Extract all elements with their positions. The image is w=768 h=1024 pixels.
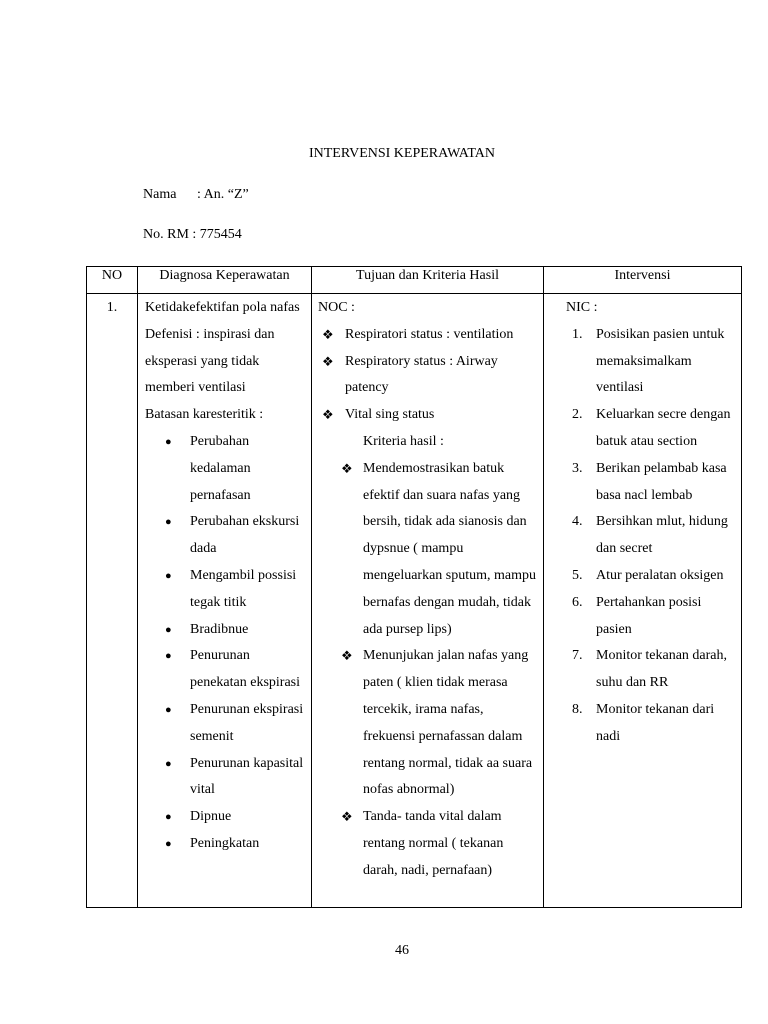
cell-no xyxy=(87,294,138,908)
patient-name-line xyxy=(143,187,249,203)
row-number: 1. xyxy=(106,300,118,315)
diamond-bullet-icon: ❖ xyxy=(322,326,334,342)
list-item: ❖ Mendemostrasikan batuk efektif dan suara nafas yang bersih, tidak ada sianosis dan dypsnue ( mampu mengeluarkan sputum, mampu bernafas dengan mudah, tidak ada pursep lips) xyxy=(318,456,539,644)
noc-label: NOC : xyxy=(318,300,355,315)
list-item: ● Penurunan kapasital vital xyxy=(145,751,309,805)
list-item: 5. Atur peralatan oksigen xyxy=(572,567,724,583)
bullet-icon: ● xyxy=(165,837,172,850)
table-row xyxy=(87,294,742,908)
patient-rm-line: No. RM : 775454 xyxy=(143,227,242,242)
list-item: 6. Pertahankan posisi pasien xyxy=(572,594,702,637)
list-item: ● Peningkatan xyxy=(145,831,309,858)
nic-label: NIC : xyxy=(566,300,598,315)
page-number: 46 xyxy=(395,943,409,958)
cell-intervensi xyxy=(544,294,742,908)
list-item: ● Mengambil possisi tegak titik xyxy=(145,563,309,617)
bullet-icon: ● xyxy=(165,650,172,663)
list-item: ❖ Tanda- tanda vital dalam rentang normal ( tekanan darah, nadi, pernafaan) xyxy=(318,804,539,884)
list-item: 3. Berikan pelambab kasa basa nacl lembab xyxy=(572,460,727,503)
list-item: 8. Monitor tekanan dari nadi xyxy=(572,701,715,744)
list-item: ● Dipnue xyxy=(145,804,309,831)
header-tujuan: Tujuan dan Kriteria Hasil xyxy=(312,267,544,294)
header-intervensi: Intervensi xyxy=(544,267,742,294)
list-item: ❖ Respiratory status : Airway patency xyxy=(318,349,539,403)
diagnosa-title: Ketidakefektifan pola nafas xyxy=(145,300,300,315)
list-item: 4. Bersihkan mlut, hidung dan secret xyxy=(572,514,728,557)
patient-name-label: Nama xyxy=(143,187,177,202)
header-diagnosa: Diagnosa Keperawatan xyxy=(138,267,312,294)
list-item: 2. Keluarkan secre dengan batuk atau section xyxy=(572,407,731,449)
bullet-icon: ● xyxy=(165,435,172,448)
diamond-bullet-icon: ❖ xyxy=(341,809,353,825)
diamond-bullet-icon: ❖ xyxy=(322,407,334,423)
list-item: ● Bradibnue xyxy=(145,617,309,644)
bullet-icon: ● xyxy=(165,703,172,716)
list-item: ❖ Menunjukan jalan nafas yang paten ( klien tidak merasa tercekik, irama nafas, frekuensi pernafassan dalam rentang normal, tidak aa suara nofas abnormal) xyxy=(318,643,539,804)
list-item: ● Perubahan ekskursi dada xyxy=(145,509,309,563)
diagnosa-definisi: Defenisi : inspirasi dan eksperasi yang tidak memberi ventilasi xyxy=(145,326,275,396)
diamond-bullet-icon: ❖ xyxy=(341,460,353,476)
patient-name-value: : An. “Z” xyxy=(197,187,249,202)
list-item: 7. Monitor tekanan darah, suhu dan RR xyxy=(572,648,728,691)
diamond-bullet-icon: ❖ xyxy=(341,648,353,664)
document-title: INTERVENSI KEPERAWATAN xyxy=(308,146,495,161)
list-item: ● Perubahan kedalaman pernafasan xyxy=(145,429,309,509)
list-item: ❖ Respiratori status : ventilation xyxy=(318,322,539,349)
diamond-bullet-icon: ❖ xyxy=(322,353,334,369)
batasan-label: Batasan karesteritik : xyxy=(145,407,264,423)
kriteria-label: Kriteria hasil : xyxy=(363,433,444,449)
table-header-row xyxy=(87,267,742,294)
bullet-icon: ● xyxy=(165,516,172,529)
list-item: 1. Posisikan pasien untuk memaksimalkam ventilasi xyxy=(572,326,725,396)
list-item: ● Penurunan penekatan ekspirasi xyxy=(145,643,309,697)
bullet-icon: ● xyxy=(165,623,172,636)
cell-diagnosa xyxy=(138,294,312,908)
bullet-icon: ● xyxy=(165,811,172,824)
list-item: ● Penurunan ekspirasi semenit xyxy=(145,697,309,751)
header-no: NO xyxy=(87,267,138,294)
bullet-icon: ● xyxy=(165,757,172,770)
list-item: ❖ Vital sing status xyxy=(318,402,539,429)
bullet-icon: ● xyxy=(165,569,172,582)
cell-tujuan xyxy=(312,294,544,908)
intervention-table xyxy=(86,266,742,908)
